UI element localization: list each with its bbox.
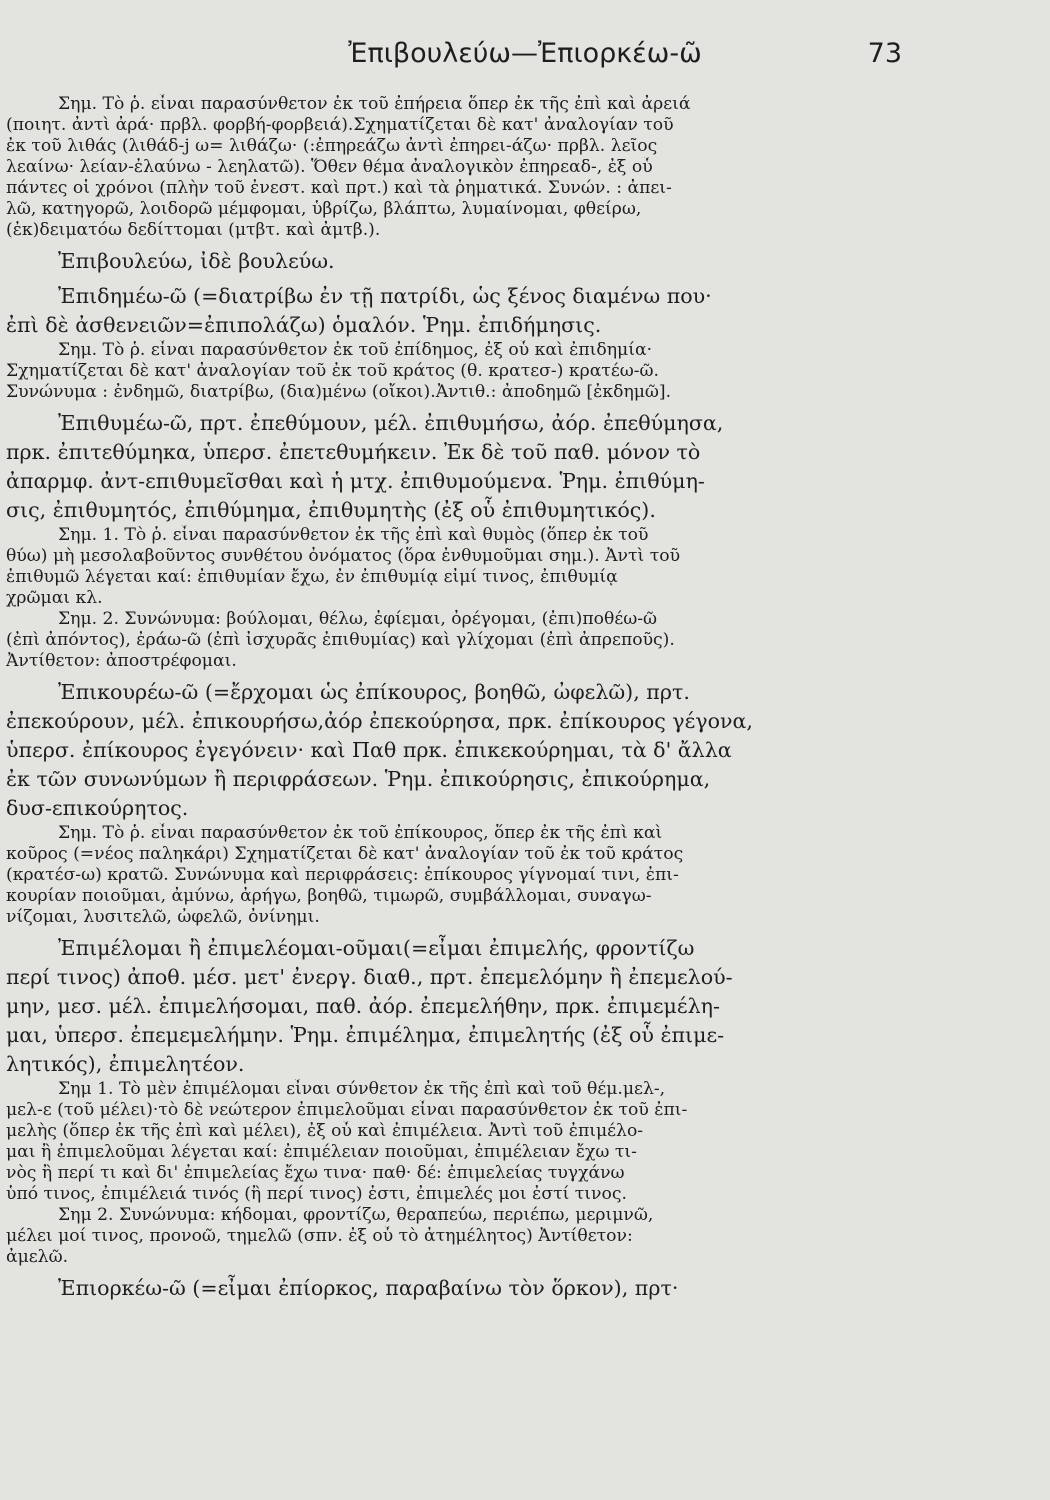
note-line: λεαίνω· λείαν-ἐλαύνω - λεηλατῶ). Ὅθεν θέμα ἀναλογικὸν ἐπηρεαδ-, ἐξ οὗ — [6, 157, 653, 177]
note-line: Σημ. Τὸ ῥ. εἶναι παρασύνθετον ἐκ τοῦ ἐπήρεια ὅπερ ἐκ τῆς ἐπὶ καὶ ἀρειά — [58, 94, 691, 114]
entry-line: σις, ἐπιθυμητός, ἐπιθύμημα, ἐπιθυμητὴς (ἐξ οὗ ἐπιθυμητικός). — [6, 498, 656, 522]
entry-line: ἐπεκούρουν, μέλ. ἐπικουρήσω,ἀόρ ἐπεκούρησα, πρκ. ἐπίκουρος γέγονα, — [6, 709, 753, 733]
note-line: Σημ 1. Τὸ μὲν ἐπιμέλομαι εἶναι σύνθετον ἐκ τῆς ἐπὶ καὶ τοῦ θέμ.μελ-, — [58, 1079, 666, 1099]
note-line: Σχηματίζεται δὲ κατ' ἀναλογίαν τοῦ ἐκ τοῦ κράτος (θ. κρατεσ-) κρατέω-ῶ. — [6, 361, 660, 381]
entry-line: Ἐπιδημέω-ῶ (=διατρίβω ἐν τῇ πατρίδι, ὡς ξένος διαμένω που· — [58, 284, 712, 308]
note-line: Σημ 2. Συνώνυμα: κήδομαι, φροντίζω, θεραπεύω, περιέπω, μεριμνῶ, — [58, 1205, 654, 1225]
entry-line: Ἐπιμέλομαι ἢ ἐπιμελέομαι-οῦμαι(=εἶμαι ἐπιμελής, φροντίζω — [58, 936, 695, 960]
note-line: μαι ἢ ἐπιμελοῦμαι λέγεται καί: ἐπιμέλειαν ποιοῦμαι, ἐπιμέλειαν ἔχω τι- — [6, 1142, 637, 1162]
note-line: κουρίαν ποιοῦμαι, ἀμύνω, ἀρήγω, βοηθῶ, τιμωρῶ, συμβάλλομαι, συναγω- — [6, 886, 652, 906]
note-line: μέλει μοί τινος, προνοῶ, τημελῶ (σπν. ἐξ οὗ τὸ ἀτημέλητος) Ἀντίθετον: — [6, 1226, 633, 1246]
entry-line: ἀπαρμφ. ἀντ-επιθυμεῖσθαι καὶ ἡ μτχ. ἐπιθυμούμενα. Ῥημ. ἐπιθύμη- — [6, 469, 705, 493]
note-line: ἐκ τοῦ λιθάς (λιθάδ-j ω= λιθάζω· (:ἐπηρεάζω ἀντὶ ἐπηρει-άζω· πρβλ. λεῖος — [6, 136, 658, 156]
entry-line: ὑπερσ. ἐπίκουρος ἐγεγόνειν· καὶ Παθ πρκ. ἐπικεκούρημαι, τὰ δ' ἄλλα — [6, 738, 732, 762]
note-line: λῶ, κατηγορῶ, λοιδορῶ μέμφομαι, ὑβρίζω, βλάπτω, λυμαίνομαι, φθείρω, — [6, 199, 642, 219]
note-line: χρῶμαι κλ. — [6, 588, 103, 608]
note-line: Συνώνυμα : ἐνδημῶ, διατρίβω, (δια)μένω (οἴκοι).Ἀντιθ.: ἀποδημῶ [ἐκδημῶ]. — [6, 382, 672, 402]
entry-line: Ἐπιορκέω-ῶ (=εἶμαι ἐπίορκος, παραβαίνω τὸν ὅρκον), πρτ· — [58, 1276, 679, 1300]
note-line: κοῦρος (=νέος παληκάρι) Σχηματίζεται δὲ κατ' ἀναλογίαν τοῦ ἐκ τοῦ κράτος — [6, 844, 684, 864]
note-line: (κρατέσ-ω) κρατῶ. Συνώνυμα καὶ περιφράσεις: ἐπίκουρος γίγνομαί τινι, ἐπι- — [6, 865, 679, 885]
note-line: (ποιητ. ἀντὶ ἀρά· πρβλ. φορβή-φορβειά).Σχηματίζεται δὲ κατ' ἀναλογίαν τοῦ — [6, 115, 674, 135]
note-line: ὑπό τινος, ἐπιμέλειά τινός (ἢ περί τινος) ἐστι, ἐπιμελές μοι ἐστί τινος. — [6, 1184, 627, 1204]
entry-line: μαι, ὑπερσ. ἐπεμεμελήμην. Ῥημ. ἐπιμέλημα, ἐπιμελητής (ἐξ οὗ ἐπιμε- — [6, 1023, 725, 1047]
note-line: μελὴς (ὅπερ ἐκ τῆς ἐπὶ καὶ μέλει), ἐξ οὗ καὶ ἐπιμέλεια. Ἀντὶ τοῦ ἐπιμέλο- — [6, 1121, 644, 1141]
note-line: Ἀντίθετον: ἀποστρέφομαι. — [6, 651, 237, 671]
entry-line: λητικός), ἐπιμελητέον. — [6, 1052, 245, 1076]
entry-line: ἐκ τῶν συνωνύμων ἢ περιφράσεων. Ῥημ. ἐπικούρησις, ἐπικούρημα, — [6, 767, 711, 791]
entry-line: περί τινος) ἀποθ. μέσ. μετ' ἐνεργ. διαθ., πρτ. ἐπεμελόμην ἢ ἐπεμελού- — [6, 965, 733, 989]
note-line: Σημ. Τὸ ῥ. εἶναι παρασύνθετον ἐκ τοῦ ἐπίκουρος, ὅπερ ἐκ τῆς ἐπὶ καὶ — [58, 823, 663, 843]
note-line: (ἐκ)δειματόω δεδίττομαι (μτβτ. καὶ ἀμτβ.). — [6, 220, 381, 240]
note-line: θύω) μὴ μεσολαβοῦντος συνθέτου ὀνόματος (ὅρα ἐνθυμοῦμαι σημ.). Ἀντὶ τοῦ — [6, 546, 681, 566]
entry-line: μην, μεσ. μέλ. ἐπιμελήσομαι, παθ. ἀόρ. ἐπεμελήθην, πρκ. ἐπιμεμέλη- — [6, 994, 720, 1018]
note-line: ἀμελῶ. — [6, 1247, 69, 1267]
entry-line: ἐπὶ δὲ ἀσθενειῶν=ἐπιπολάζω) ὁμαλόν. Ῥημ. ἐπιδήμησις. — [6, 313, 602, 337]
note-line: (ἐπὶ ἀπόντος), ἐράω-ῶ (ἐπὶ ἰσχυρᾶς ἐπιθυμίας) καὶ γλίχομαι (ἐπὶ ἀπρεποῦς). — [6, 630, 675, 650]
note-line: Σημ. Τὸ ῥ. εἶναι παρασύνθετον ἐκ τοῦ ἐπίδημος, ἐξ οὗ καὶ ἐπιδημία· — [58, 340, 653, 360]
note-line: Σημ. 1. Τὸ ῥ. εἶναι παρασύνθετον ἐκ τῆς ἐπὶ καὶ θυμὸς (ὅπερ ἐκ τοῦ — [58, 525, 649, 545]
entry-line: δυσ-επικούρητος. — [6, 796, 189, 820]
note-line: νίζομαι, λυσιτελῶ, ὠφελῶ, ὀνίνημι. — [6, 907, 320, 927]
note-line: μελ-ε (τοῦ μέλει)·τὸ δὲ νεώτερον ἐπιμελοῦμαι εἶναι παρασύνθετον ἐκ τοῦ ἐπι- — [6, 1100, 688, 1120]
entry-line: Ἐπικουρέω-ῶ (=ἔρχομαι ὡς ἐπίκουρος, βοηθῶ, ὠφελῶ), πρτ. — [58, 680, 690, 704]
note-line: νὸς ἢ περί τι καὶ δι' ἐπιμελείας ἔχω τινα· παθ· δέ: ἐπιμελείας τυγχάνω — [6, 1163, 625, 1183]
entry-line: Ἐπιθυμέω-ῶ, πρτ. ἐπεθύμουν, μέλ. ἐπιθυμήσω, ἀόρ. ἐπεθύμησα, — [58, 411, 724, 435]
note-line: πάντες οἱ χρόνοι (πλὴν τοῦ ἐνεστ. καὶ πρτ.) καὶ τὰ ῥηματικά. Συνών. : ἀπει- — [6, 178, 672, 198]
entry-line: Ἐπιβουλεύω, ἰδὲ βουλεύω. — [58, 249, 335, 273]
note-line: ἐπιθυμῶ λέγεται καί: ἐπιθυμίαν ἔχω, ἐν ἐπιθυμίᾳ εἰμί τινος, ἐπιθυμίᾳ — [6, 567, 618, 587]
entry-line: πρκ. ἐπιτεθύμηκα, ὑπερσ. ἐπετεθυμήκειν. Ἐκ δὲ τοῦ παθ. μόνον τὸ — [6, 440, 701, 464]
page-body — [6, 94, 944, 1303]
note-line: Σημ. 2. Συνώνυμα: βούλομαι, θέλω, ἐφίεμαι, ὀρέγομαι, (ἐπι)ποθέω-ῶ — [58, 609, 658, 629]
running-header: Ἐπιβουλεύω—Ἐπιορκέω-ῶ — [348, 38, 702, 69]
page-number: 73 — [867, 38, 902, 69]
